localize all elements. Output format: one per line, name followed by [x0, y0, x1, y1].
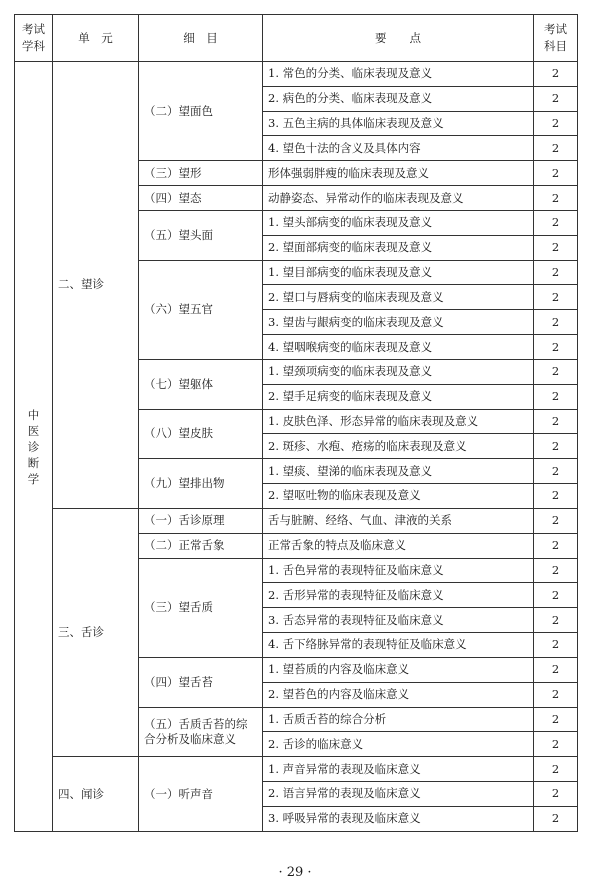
table-body: [15, 62, 578, 832]
level-cell: 2: [534, 583, 578, 608]
point-cell: 动静姿态、异常动作的临床表现及意义: [263, 186, 534, 211]
level-cell: 2: [534, 186, 578, 211]
detail-cell: （四）望舌苔: [139, 657, 263, 707]
table-header-row: [15, 15, 578, 62]
detail-cell: （四）望态: [139, 186, 263, 211]
table-row: [15, 508, 578, 533]
level-cell: 2: [534, 633, 578, 658]
point-cell: 2. 病色的分类、临床表现及意义: [263, 86, 534, 111]
level-cell: 2: [534, 806, 578, 831]
point-cell: 1. 常色的分类、临床表现及意义: [263, 62, 534, 87]
header-unit: 单 元: [53, 15, 139, 62]
point-cell: 2. 望手足病变的临床表现及意义: [263, 384, 534, 409]
level-cell: 2: [534, 409, 578, 434]
point-cell: 4. 望咽喉病变的临床表现及意义: [263, 335, 534, 360]
detail-cell: （六）望五官: [139, 260, 263, 359]
level-cell: 2: [534, 86, 578, 111]
point-cell: 正常舌象的特点及临床意义: [263, 533, 534, 558]
point-cell: 1. 望苔质的内容及临床意义: [263, 657, 534, 682]
subject-cell: 中医诊断学: [15, 62, 53, 832]
point-cell: 1. 望头部病变的临床表现及意义: [263, 210, 534, 235]
point-cell: 3. 望齿与龈病变的临床表现及意义: [263, 310, 534, 335]
point-cell: 1. 望目部病变的临床表现及意义: [263, 260, 534, 285]
level-cell: 2: [534, 657, 578, 682]
detail-cell: （五）舌质舌苔的综合分析及临床意义: [139, 707, 263, 757]
level-cell: 2: [534, 757, 578, 782]
level-cell: 2: [534, 235, 578, 260]
detail-cell: （三）望舌质: [139, 558, 263, 657]
point-cell: 1. 舌色异常的表现特征及临床意义: [263, 558, 534, 583]
point-cell: 1. 望颈项病变的临床表现及意义: [263, 359, 534, 384]
level-cell: 2: [534, 136, 578, 161]
detail-cell: （七）望躯体: [139, 359, 263, 409]
header-subject: 考试学科: [15, 15, 53, 62]
detail-cell: （三）望形: [139, 161, 263, 186]
level-cell: 2: [534, 285, 578, 310]
point-cell: 2. 舌形异常的表现特征及临床意义: [263, 583, 534, 608]
header-point: 要 点: [263, 15, 534, 62]
detail-cell: （二）望面色: [139, 62, 263, 161]
level-cell: 2: [534, 161, 578, 186]
point-cell: 2. 望苔色的内容及临床意义: [263, 682, 534, 707]
point-cell: 3. 舌态异常的表现特征及临床意义: [263, 608, 534, 633]
unit-cell: 四、闻诊: [53, 757, 139, 832]
point-cell: 2. 语言异常的表现及临床意义: [263, 782, 534, 807]
point-cell: 4. 望色十法的含义及具体内容: [263, 136, 534, 161]
point-cell: 1. 声音异常的表现及临床意义: [263, 757, 534, 782]
point-cell: 舌与脏腑、经络、气血、津液的关系: [263, 508, 534, 533]
level-cell: 2: [534, 335, 578, 360]
level-cell: 2: [534, 62, 578, 87]
level-cell: 2: [534, 484, 578, 509]
point-cell: 3. 五色主病的具体临床表现及意义: [263, 111, 534, 136]
level-cell: 2: [534, 384, 578, 409]
level-cell: 2: [534, 310, 578, 335]
point-cell: 1. 皮肤色泽、形态异常的临床表现及意义: [263, 409, 534, 434]
point-cell: 2. 望呕吐物的临床表现及意义: [263, 484, 534, 509]
unit-cell: 二、望诊: [53, 62, 139, 509]
point-cell: 1. 舌质舌苔的综合分析: [263, 707, 534, 732]
point-cell: 1. 望痰、望涕的临床表现及意义: [263, 459, 534, 484]
table-row: [15, 62, 578, 87]
level-cell: 2: [534, 558, 578, 583]
level-cell: 2: [534, 508, 578, 533]
level-cell: 2: [534, 682, 578, 707]
level-cell: 2: [534, 434, 578, 459]
detail-cell: （九）望排出物: [139, 459, 263, 509]
level-cell: 2: [534, 707, 578, 732]
syllabus-table: [14, 14, 578, 832]
point-cell: 2. 斑疹、水疱、疮疡的临床表现及意义: [263, 434, 534, 459]
level-cell: 2: [534, 608, 578, 633]
level-cell: 2: [534, 260, 578, 285]
detail-cell: （一）听声音: [139, 757, 263, 832]
level-cell: 2: [534, 359, 578, 384]
detail-cell: （二）正常舌象: [139, 533, 263, 558]
detail-cell: （一）舌诊原理: [139, 508, 263, 533]
point-cell: 4. 舌下络脉异常的表现特征及临床意义: [263, 633, 534, 658]
point-cell: 2. 望口与唇病变的临床表现及意义: [263, 285, 534, 310]
detail-cell: （八）望皮肤: [139, 409, 263, 459]
point-cell: 3. 呼吸异常的表现及临床意义: [263, 806, 534, 831]
level-cell: 2: [534, 111, 578, 136]
detail-cell: （五）望头面: [139, 210, 263, 260]
unit-cell: 三、舌诊: [53, 508, 139, 756]
level-cell: 2: [534, 782, 578, 807]
point-cell: 形体强弱胖瘦的临床表现及意义: [263, 161, 534, 186]
level-cell: 2: [534, 210, 578, 235]
header-level: 考试科目: [534, 15, 578, 62]
header-detail: 细 目: [139, 15, 263, 62]
level-cell: 2: [534, 533, 578, 558]
level-cell: 2: [534, 732, 578, 757]
level-cell: 2: [534, 459, 578, 484]
page-number: · 29 ·: [278, 865, 312, 880]
point-cell: 2. 舌诊的临床意义: [263, 732, 534, 757]
point-cell: 2. 望面部病变的临床表现及意义: [263, 235, 534, 260]
table-row: [15, 757, 578, 782]
